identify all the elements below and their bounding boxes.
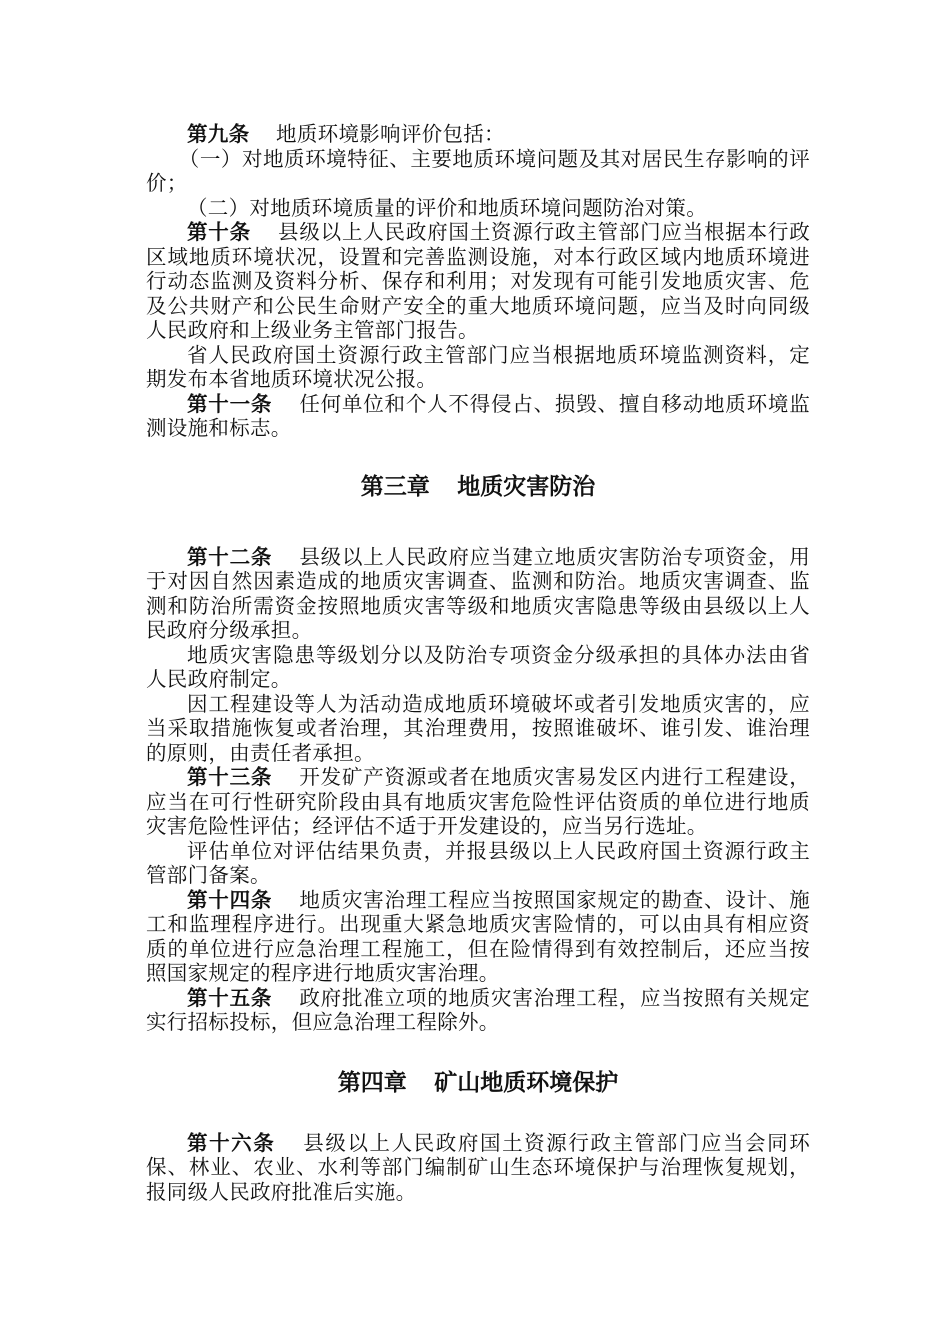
chapter-4-heading — [146, 1069, 810, 1097]
paragraph-text: 因工程建设等人为活动造成地质环境破坏或者引发地质灾害的，应当采取措施恢复或者治理，其治理费用，按照谁破坏、谁引发、谁治理的原则，由责任者承担。 — [146, 691, 810, 765]
article-text: 县级以上人民政府应当建立地质灾害防治专项资金，用于对因自然因素造成的地质灾害调查、监测和防治。地质灾害调查、监测和防治所需资金按照地质灾害等级和地质灾害隐患等级由县级以上人民政府分级承担。 — [146, 544, 811, 642]
article-9-item-2 — [146, 196, 810, 221]
article-14 — [146, 888, 810, 986]
article-text: 地质灾害治理工程应当按照国家规定的勘查、设计、施工和监理程序进行。出现重大紧急地质灾害险情的，可以由具有相应资质的单位进行应急治理工程施工，但在险情得到有效控制后，还应当按照国家规定的程序进行地质灾害治理。 — [146, 887, 811, 985]
article-9 — [146, 122, 810, 147]
chapter-number: 第三章 — [360, 472, 430, 500]
article-text: 任何单位和个人不得侵占、损毁、擅自移动地质环境监测设施和标志。 — [146, 391, 811, 440]
article-text: 地质环境影响评价包括： — [276, 122, 505, 146]
paragraph-text: 评估单位对评估结果负责，并报县级以上人民政府国土资源行政主管部门备案。 — [146, 838, 810, 887]
item-text: （一）对地质环境特征、主要地质环境问题及其对居民生存影响的评价； — [146, 146, 810, 195]
article-number: 第十五条 — [187, 985, 273, 1010]
paragraph-text: 地质灾害隐患等级划分以及防治专项资金分级承担的具体办法由省人民政府制定。 — [146, 642, 810, 691]
article-13 — [146, 765, 810, 839]
article-number: 第十条 — [187, 220, 251, 244]
article-number: 第十六条 — [187, 1130, 276, 1155]
article-text: 开发矿产资源或者在地质灾害易发区内进行工程建设，应当在可行性研究阶段由具有地质灾害危险性评估资质的单位进行地质灾害危险性评估；经评估不适于开发建设的，应当另行选址。 — [146, 765, 811, 838]
chapter-number: 第四章 — [337, 1068, 407, 1096]
article-16 — [146, 1131, 810, 1205]
article-number: 第十三条 — [187, 765, 273, 789]
article-12 — [146, 545, 810, 643]
document-body — [146, 122, 810, 1204]
article-number: 第十二条 — [187, 544, 273, 569]
article-number: 第十一条 — [187, 391, 273, 416]
paragraph-text: 省人民政府国土资源行政主管部门应当根据地质环境监测资料，定期发布本省地质环境状况公报。 — [146, 342, 810, 391]
article-text: 政府批准立项的地质灾害治理工程，应当按照有关规定实行招标投标，但应急治理工程除外。 — [146, 985, 811, 1034]
article-number: 第十四条 — [187, 887, 273, 912]
article-10-paragraph-2 — [146, 343, 810, 392]
item-text: （二）对地质环境质量的评价和地质环境问题防治对策。 — [187, 195, 707, 220]
article-11 — [146, 392, 810, 441]
article-text: 县级以上人民政府国土资源行政主管部门应当根据本行政区域地质环境状况，设置和完善监测设施，对本行政区域内地质环境进行动态监测及资料分析、保存和利用；对发现有可能引发地质灾害、危及公共财产和公民生命财产安全的重大地质环境问题，应当及时向同级人民政府和上级业务主管部门报告。 — [146, 220, 811, 342]
article-10 — [146, 220, 810, 343]
article-9-item-1 — [146, 147, 810, 196]
article-12-paragraph-2 — [146, 643, 810, 692]
article-number: 第九条 — [187, 122, 250, 146]
article-12-paragraph-3 — [146, 692, 810, 766]
chapter-title: 矿山地质环境保护 — [434, 1068, 619, 1096]
chapter-3-heading — [146, 473, 810, 501]
article-text: 县级以上人民政府国土资源行政主管部门应当会同环保、林业、农业、水利等部门编制矿山生态环境保护与治理恢复规划，报同级人民政府批准后实施。 — [146, 1130, 811, 1204]
chapter-title: 地质灾害防治 — [457, 472, 596, 500]
article-13-paragraph-2 — [146, 839, 810, 888]
article-15 — [146, 986, 810, 1035]
